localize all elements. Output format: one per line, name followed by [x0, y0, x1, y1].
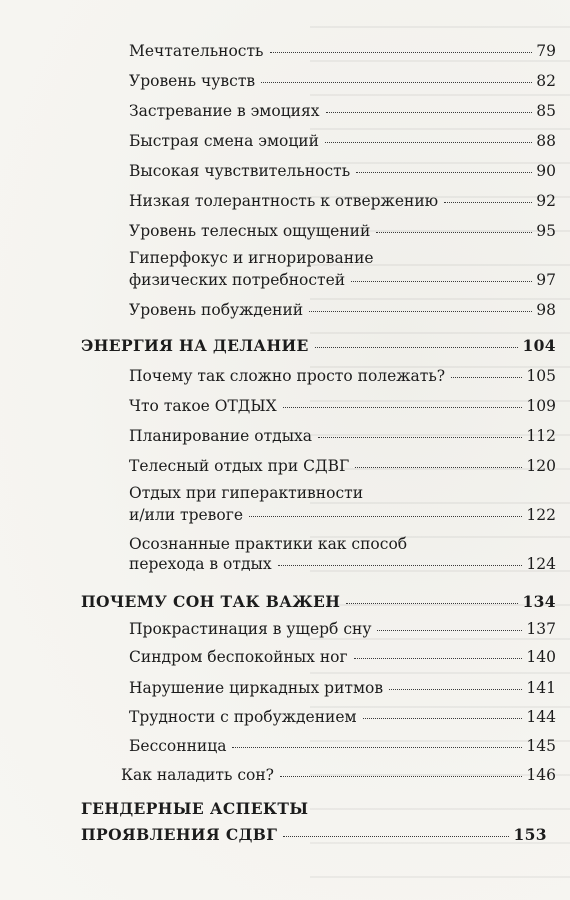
toc-chapter: [81, 592, 556, 611]
toc-entry-page: 95: [536, 222, 556, 240]
toc-entry-title: Высокая чувствительность: [129, 162, 351, 180]
toc-entry-page: 109: [526, 397, 556, 415]
toc-entry: [129, 397, 556, 415]
toc-entry: [129, 162, 556, 180]
dot-leader: [283, 407, 523, 408]
dot-leader: [283, 836, 509, 837]
toc-entry-title-line2: физических потребностей: [129, 271, 346, 289]
dot-leader: [232, 747, 522, 748]
dot-leader: [377, 630, 522, 631]
dot-leader: [351, 281, 532, 282]
toc-entry: [129, 679, 556, 697]
dot-leader: [278, 565, 523, 566]
toc-entry-title: Трудности с пробуждением: [129, 708, 357, 726]
toc-entry: [129, 42, 556, 60]
toc-entry-title: Почему так сложно просто полежать?: [129, 367, 446, 385]
toc-entry-title-line1: Отдых при гиперактивности: [129, 484, 364, 502]
toc-entry-title: Телесный отдых при СДВГ: [129, 457, 350, 475]
toc-entry-title-line2: и/или тревоге: [129, 506, 244, 524]
toc-entry-page: 105: [526, 367, 556, 385]
dot-leader: [318, 437, 522, 438]
toc-chapter-page: 104: [522, 336, 556, 355]
toc-entry: [129, 427, 556, 445]
dot-leader: [356, 172, 532, 173]
toc-entry-page: 85: [536, 102, 556, 120]
dot-leader: [261, 82, 532, 83]
toc-entry-title-line2: перехода в отдых: [129, 555, 272, 573]
toc-entry-title: Как наладить сон?: [121, 766, 274, 784]
toc-entry-page: 90: [536, 162, 556, 180]
toc-entry: [129, 72, 556, 90]
toc-entry-page: 79: [536, 42, 556, 60]
toc-entry-title: Уровень чувств: [129, 72, 256, 90]
toc-entry: [129, 708, 556, 726]
toc-entry-title: Нарушение циркадных ритмов: [129, 679, 384, 697]
toc-entry-title: Низкая толерантность к отвержению: [129, 192, 439, 210]
toc-entry: [129, 555, 556, 573]
toc-entry-page: 145: [526, 737, 556, 755]
toc-entry-page: 98: [536, 301, 556, 319]
toc-entry-title: Мечтательность: [129, 42, 264, 60]
toc-entry-title: Планирование отдыха: [129, 427, 313, 445]
dot-leader: [325, 142, 532, 143]
toc-entry-page: 120: [526, 457, 556, 475]
toc-entry-title: Бессонница: [129, 737, 227, 755]
toc-entry: [129, 132, 556, 150]
toc-entry-title: Прокрастинация в ущерб сну: [129, 620, 372, 638]
toc-entry: [129, 737, 556, 755]
toc-chapter-title: ПОЧЕМУ СОН ТАК ВАЖЕН: [81, 592, 341, 611]
toc-entry-page: 146: [526, 766, 556, 784]
dot-leader: [355, 467, 522, 468]
toc-chapter-title-line2: ПРОЯВЛЕНИЯ СДВГ: [81, 825, 278, 844]
toc-entry-title: Уровень побуждений: [129, 301, 304, 319]
toc-chapter-page: 134: [522, 592, 556, 611]
toc-chapter-page: 153: [513, 825, 547, 844]
toc-entry: [129, 301, 556, 319]
toc-entry-page: 137: [526, 620, 556, 638]
dot-leader: [315, 347, 519, 348]
toc-entry-title-line1: Осознанные практики как способ: [129, 535, 408, 553]
toc-chapter-title-line1: ГЕНДЕРНЫЕ АСПЕКТЫ: [81, 799, 309, 818]
toc-entry-page: 124: [526, 555, 556, 573]
toc-entry-title: Синдром беспокойных ног: [129, 648, 348, 666]
toc-entry-title: Быстрая смена эмоций: [129, 132, 319, 150]
dot-leader: [451, 377, 522, 378]
toc-entry: [129, 222, 556, 240]
toc-entry: [129, 192, 556, 210]
dot-leader: [280, 776, 522, 777]
toc-entry-page: 141: [526, 679, 556, 697]
dot-leader: [346, 603, 518, 604]
dot-leader: [389, 689, 522, 690]
dot-leader: [249, 516, 522, 517]
toc-entry: [129, 367, 556, 385]
toc-entry-page: 140: [526, 648, 556, 666]
toc-entry: [129, 648, 556, 666]
dot-leader: [309, 311, 532, 312]
toc-entry-page: 144: [526, 708, 556, 726]
toc-entry-page: 82: [536, 72, 556, 90]
dot-leader: [363, 718, 523, 719]
toc-entry: [121, 766, 556, 784]
toc-entry: [129, 620, 556, 638]
dot-leader: [354, 658, 523, 659]
dot-leader: [270, 52, 533, 53]
toc-entry: [129, 102, 556, 120]
dot-leader: [376, 232, 532, 233]
toc-entry-page: 112: [526, 427, 556, 445]
toc-entry: [129, 457, 556, 475]
toc-entry-title: Уровень телесных ощущений: [129, 222, 371, 240]
toc-entry-page: 97: [536, 271, 556, 289]
toc-entry-title: Что такое ОТДЫХ: [129, 397, 277, 415]
toc-entry: [129, 271, 556, 289]
dot-leader: [326, 112, 533, 113]
toc-entry-title: Застревание в эмоциях: [129, 102, 320, 120]
toc-chapter-title: ЭНЕРГИЯ НА ДЕЛАНИЕ: [81, 336, 309, 355]
toc-entry: [129, 506, 556, 524]
toc-entry-page: 122: [526, 506, 556, 524]
toc-entry-page: 92: [536, 192, 556, 210]
toc-entry-page: 88: [536, 132, 556, 150]
toc-chapter: [81, 336, 556, 355]
toc-chapter: [81, 825, 547, 844]
dot-leader: [444, 202, 532, 203]
toc-entry-title-line1: Гиперфокус и игнорирование: [129, 249, 374, 267]
